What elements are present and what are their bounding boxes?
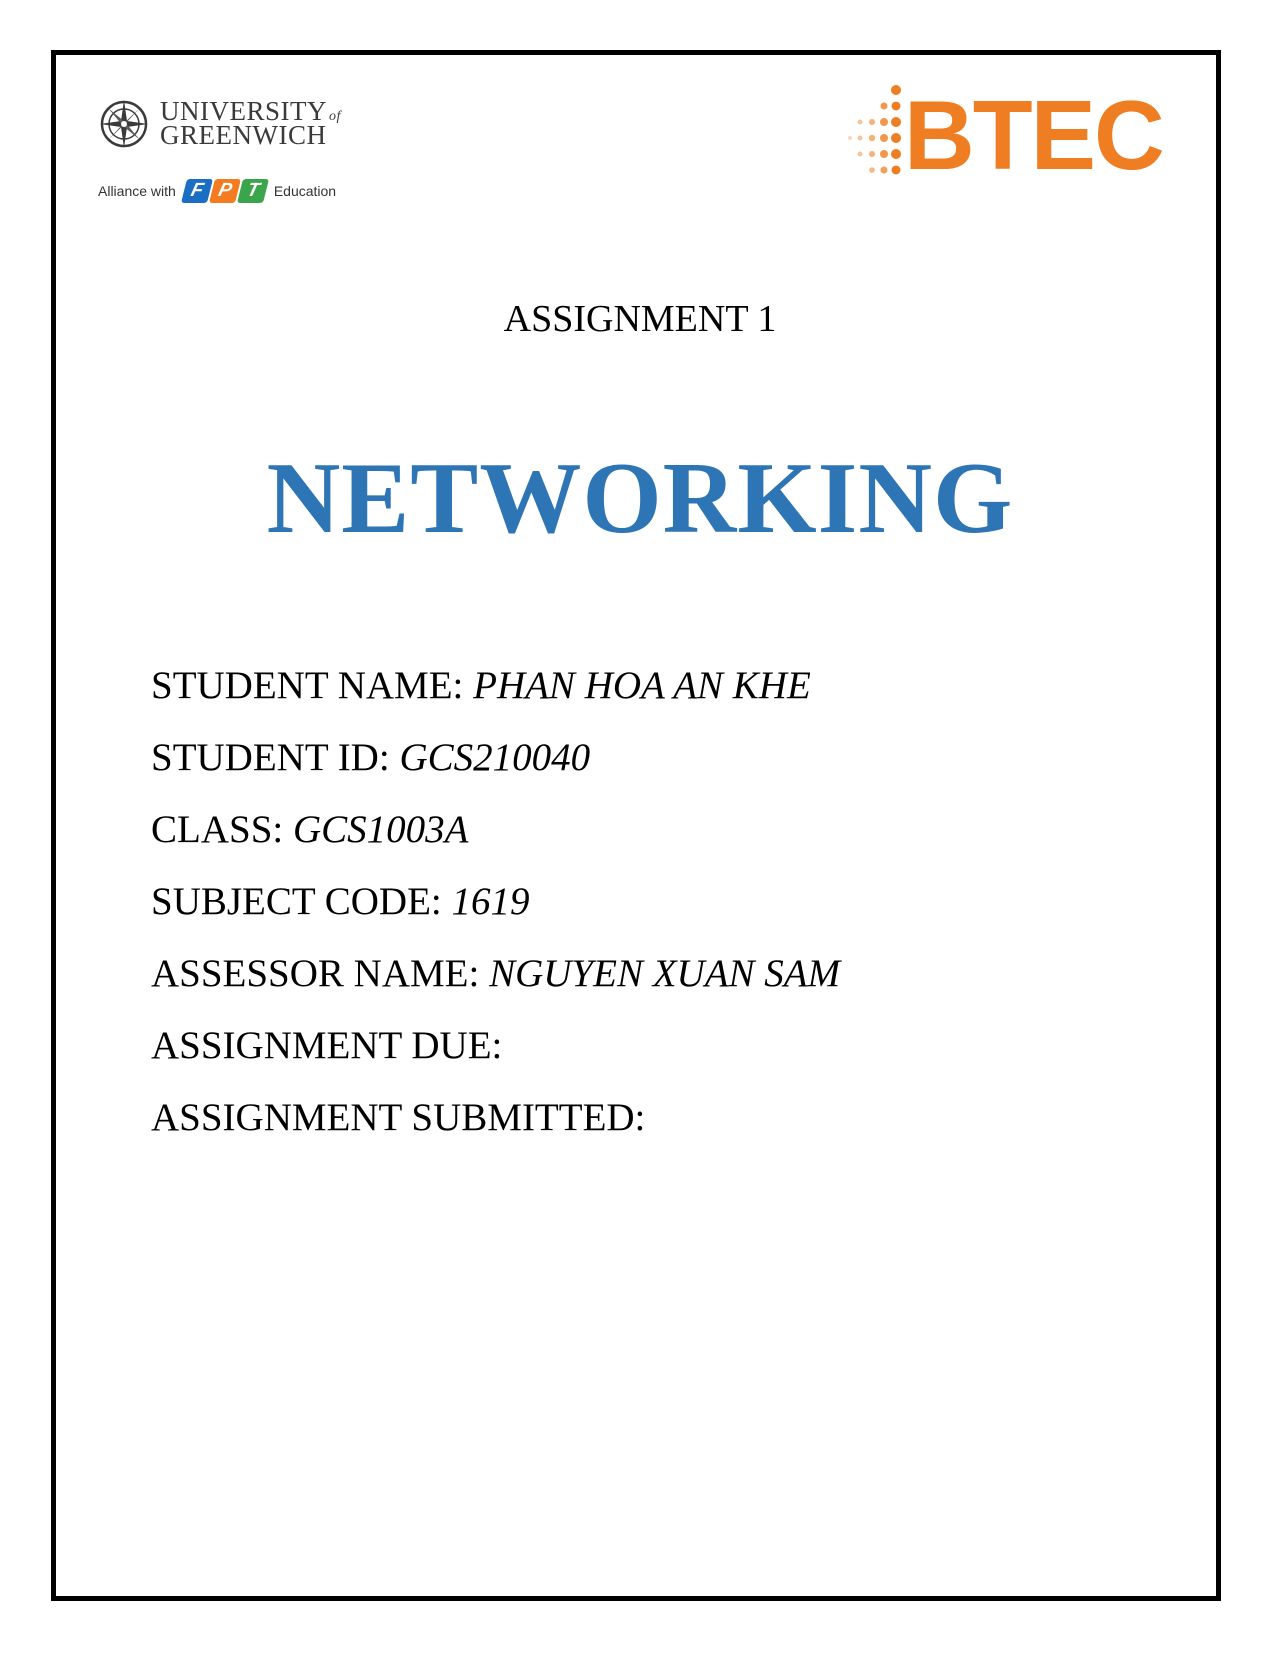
info-value: 1619 [451,880,530,923]
page-title: NETWORKING [266,442,1014,555]
info-row-class [151,810,1151,882]
info-row-subject-code [151,882,1151,954]
info-value: GCS210040 [399,736,591,779]
student-info-list [151,666,1151,1170]
university-wordmark: UNIVERSITY of [160,96,341,126]
info-label: ASSIGNMENT DUE: [151,1024,503,1067]
fpt-alliance [98,176,336,206]
info-row-student-id [151,738,1151,810]
fpt-letter-p: P [209,179,241,203]
greenwich-fpt-logo [96,96,366,208]
btec-logo [846,82,1196,190]
info-row-assignment-submitted [151,1098,1151,1170]
fpt-letter-t: T [237,179,269,203]
info-row-student-name [151,666,1151,738]
compass-crest-icon [98,98,150,150]
alliance-prefix: Alliance with [98,183,176,199]
info-label: ASSIGNMENT SUBMITTED: [151,1096,646,1139]
greenwich-wordmark: GREENWICH [160,120,327,150]
assignment-label: ASSIGNMENT 1 [503,298,777,340]
alliance-suffix: Education [273,183,337,199]
btec-wordmark: BTEC [904,80,1163,190]
info-value: PHAN HOA AN KHE [473,664,811,707]
info-label: CLASS: [151,808,293,851]
info-label: STUDENT ID: [151,736,400,779]
info-value: NGUYEN XUAN SAM [489,952,841,995]
fpt-logo [184,177,268,205]
info-row-assignment-due [151,1026,1151,1098]
info-label: SUBJECT CODE: [151,880,452,923]
info-label: ASSESSOR NAME: [151,952,490,995]
info-label: STUDENT NAME: [151,664,474,707]
info-row-assessor-name [151,954,1151,1026]
fpt-letter-f: F [181,179,213,203]
info-value: GCS1003A [292,808,469,851]
